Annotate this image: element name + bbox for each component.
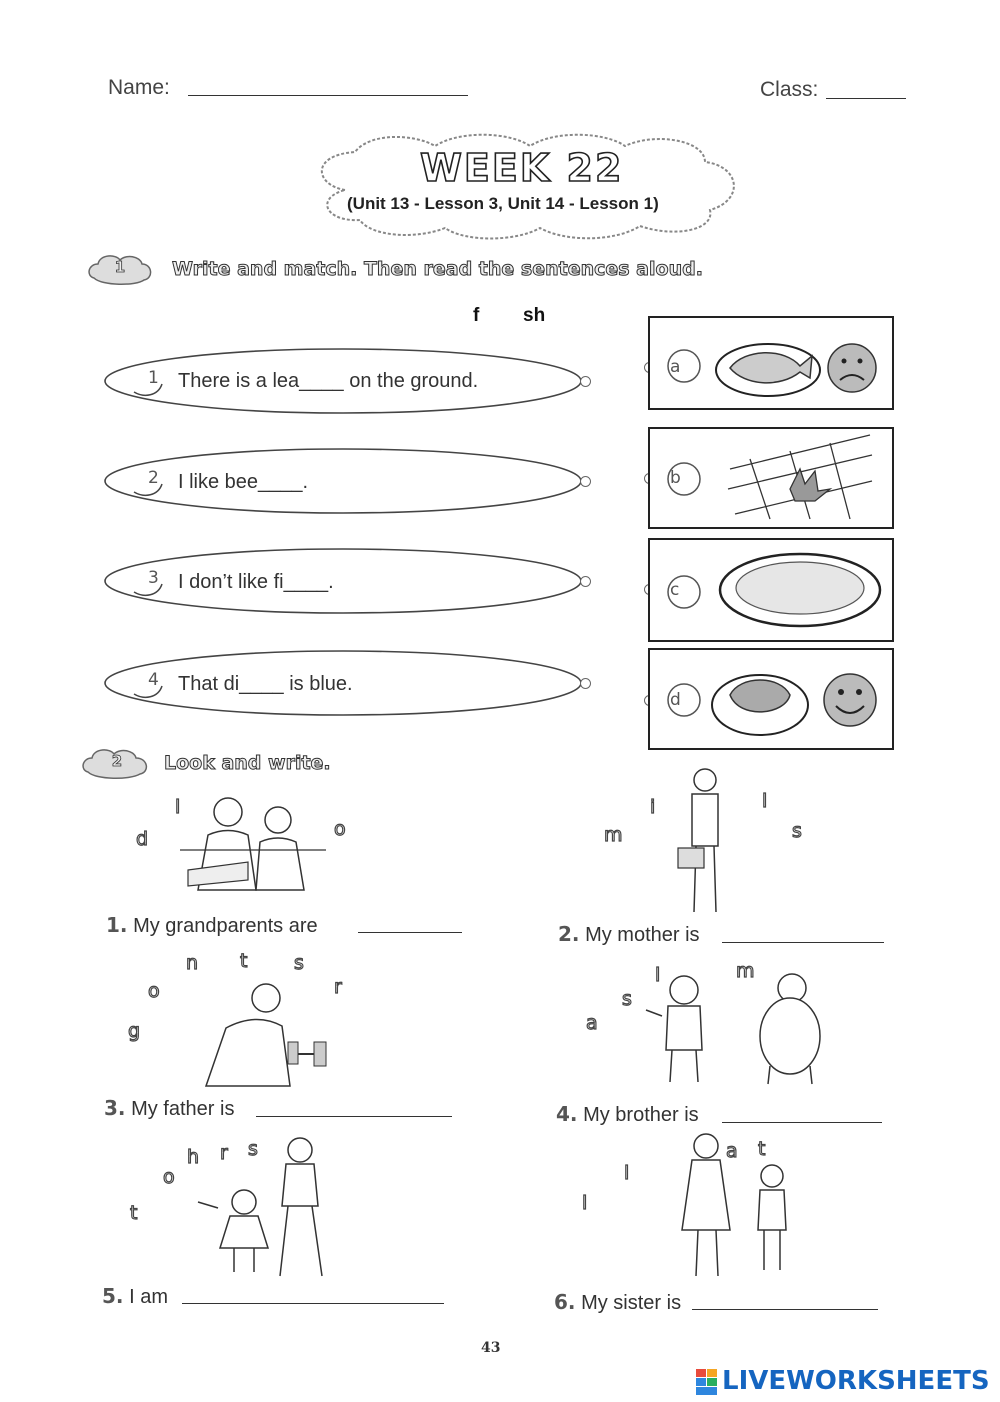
item6-text: My sister is: [581, 1292, 682, 1314]
item3-letter-6: g: [128, 1020, 141, 1042]
mother-illustration: [672, 766, 732, 916]
liveworksheets-logo-icon: [696, 1369, 718, 1395]
word-bank-sh: sh: [523, 305, 546, 326]
item3-text: My father is: [131, 1098, 235, 1120]
match-dot-1[interactable]: [580, 376, 591, 387]
item1-answer-field[interactable]: [358, 932, 462, 933]
option-b-label: b: [670, 468, 681, 488]
option-d-label: d: [670, 690, 681, 710]
picture-box-b: [648, 427, 894, 529]
item1-text: My grandparents are: [133, 915, 318, 937]
section1-number: 1: [114, 258, 126, 276]
sad-face-icon: [828, 344, 876, 392]
item2-text: My mother is: [585, 924, 700, 946]
item6-number: 6.: [554, 1290, 576, 1314]
item4-letter-1: l: [655, 964, 661, 986]
girl-and-woman-illustration: [196, 1136, 340, 1278]
item1-question: [106, 913, 318, 938]
item4-number: 4.: [556, 1102, 578, 1126]
picture-box-d: [648, 648, 894, 750]
item5-text: I am: [129, 1286, 168, 1308]
item6-answer-field[interactable]: [692, 1309, 878, 1310]
item2-number: 2.: [558, 922, 580, 946]
item3-letter-1: n: [186, 952, 199, 974]
word-bank-f: f: [473, 305, 480, 326]
sentence-2-number: 2: [148, 468, 159, 488]
picture-box-a: [648, 316, 894, 410]
match-dot-4[interactable]: [580, 678, 591, 689]
item5-number: 5.: [102, 1284, 124, 1308]
class-field[interactable]: [826, 98, 906, 99]
week-title: WEEK 22: [420, 146, 624, 190]
item3-answer-field[interactable]: [256, 1116, 452, 1117]
item2-letter-4: s: [792, 820, 802, 842]
item5-letter-1: h: [187, 1146, 200, 1168]
name-field[interactable]: [188, 95, 468, 96]
item2-question: [558, 922, 700, 947]
name-label: Name:: [108, 76, 170, 99]
father-illustration: [196, 978, 332, 1088]
sentence-2[interactable]: I like bee____.: [178, 471, 309, 493]
sentence-4-number: 4: [148, 670, 159, 690]
class-label: Class:: [760, 78, 819, 101]
item3-letter-5: r: [334, 976, 342, 998]
item3-letter-3: s: [294, 952, 304, 974]
happy-face-icon: [824, 674, 876, 726]
item4-answer-field[interactable]: [722, 1122, 882, 1123]
sentence-1[interactable]: There is a lea____ on the ground.: [178, 370, 479, 392]
sister-illustration: [660, 1130, 800, 1280]
item2-letter-1: i: [650, 796, 656, 818]
brother-illustration: [640, 970, 840, 1086]
item6-letter-4: l: [582, 1192, 588, 1214]
item3-question: [104, 1096, 234, 1121]
item4-letter-2: m: [736, 960, 755, 982]
item3-letter-4: o: [148, 980, 160, 1002]
sentence-4[interactable]: That di____ is blue.: [178, 673, 353, 695]
match-dot-3[interactable]: [580, 576, 591, 587]
item1-number: 1.: [106, 913, 128, 937]
option-c-label: c: [670, 580, 680, 600]
item4-letter-3: s: [622, 988, 632, 1010]
item4-text: My brother is: [583, 1104, 699, 1126]
item5-letter-5: t: [130, 1202, 138, 1224]
brand-name[interactable]: LIVEWORKSHEETS: [722, 1366, 990, 1396]
item1-letter-3: o: [334, 818, 346, 840]
item2-letter-3: m: [604, 824, 623, 846]
section1-instruction: Write and match. Then read the sentences aloud.: [172, 258, 703, 280]
item6-letter-2: t: [758, 1138, 766, 1160]
item2-letter-2: l: [762, 790, 768, 812]
leaf-on-ground-icon: [650, 429, 892, 527]
item4-question: [556, 1102, 699, 1127]
item5-answer-field[interactable]: [182, 1303, 444, 1304]
empty-plate-icon: [650, 540, 892, 640]
item6-letter-3: l: [624, 1162, 630, 1184]
section2-instruction: Look and write.: [164, 752, 331, 774]
item6-letter-1: a: [726, 1140, 738, 1162]
item4-letter-4: a: [586, 1012, 598, 1034]
item1-letter-1: l: [175, 796, 181, 818]
units-subtitle: (Unit 13 - Lesson 3, Unit 14 - Lesson 1): [347, 194, 659, 213]
item3-letter-2: t: [240, 950, 248, 972]
item5-letter-2: r: [220, 1142, 228, 1164]
section2-number: 2: [111, 752, 123, 770]
item1-letter-2: d: [136, 828, 149, 850]
picture-box-c: [648, 538, 894, 642]
grandparents-illustration: [178, 790, 328, 896]
item6-question: [554, 1290, 681, 1315]
match-dot-2[interactable]: [580, 476, 591, 487]
sentence-3-number: 3: [148, 568, 159, 588]
option-a-label: a: [670, 357, 681, 377]
sentence-3[interactable]: I don’t like fi____.: [178, 571, 334, 593]
sentence-1-number: 1: [148, 368, 159, 388]
item5-letter-3: s: [248, 1138, 258, 1160]
item2-answer-field[interactable]: [722, 942, 884, 943]
item5-letter-4: o: [163, 1166, 175, 1188]
page-number: 43: [481, 1340, 501, 1356]
item5-question: [102, 1284, 168, 1309]
item3-number: 3.: [104, 1096, 126, 1120]
